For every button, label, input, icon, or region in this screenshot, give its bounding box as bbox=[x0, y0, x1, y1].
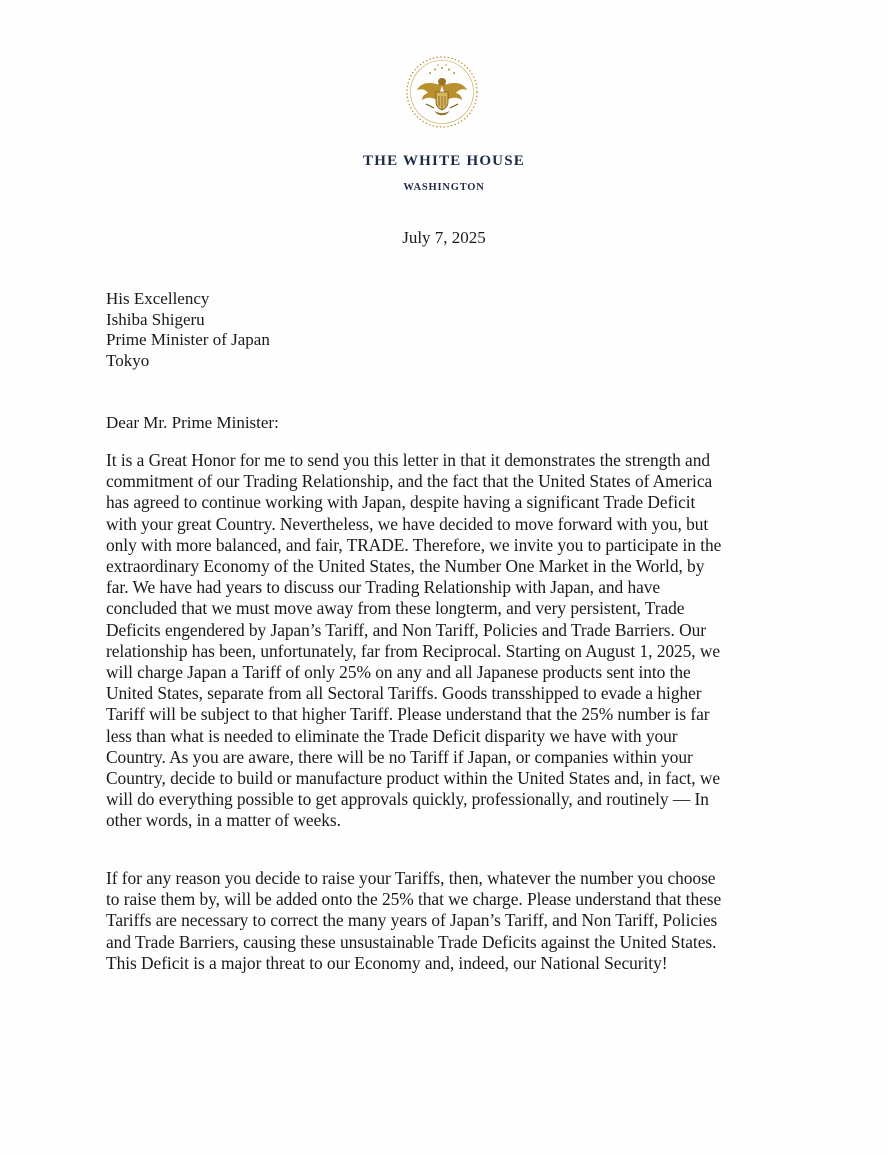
body-paragraph-2 bbox=[106, 868, 721, 974]
paragraph-line: It is a Great Honor for me to send you this letter in that it demonstrates the strength and bbox=[106, 450, 710, 470]
paragraph-line: This Deficit is a major threat to our Economy and, indeed, our National Security! bbox=[106, 952, 668, 973]
paragraph-line: Tariffs are necessary to correct the many years of Japan’s Tariff, and Non Tariff, Policies bbox=[106, 910, 718, 931]
paragraph-line: will charge Japan a Tariff of only 25% on any and all Japanese products sent into the bbox=[106, 662, 691, 683]
paragraph-line: other words, in a matter of weeks. bbox=[106, 810, 341, 831]
paragraph-line: has agreed to continue working with Japan, despite having a significant Trade Deficit bbox=[106, 492, 696, 513]
paragraph-line: Country. As you are aware, there will be no Tariff if Japan, or companies within your bbox=[106, 746, 693, 767]
paragraph-line: with your great Country. Nevertheless, we have decided to move forward with you, but bbox=[106, 513, 709, 534]
paragraph-line: relationship has been, unfortunately, far from Reciprocal. Starting on August 1, 2025, we bbox=[106, 640, 721, 661]
presidential-seal-icon bbox=[404, 54, 480, 130]
letterhead-subtitle: WASHINGTON bbox=[403, 182, 485, 193]
paragraph-line: extraordinary Economy of the United States, the Number One Market in the World, by bbox=[106, 556, 705, 577]
recipient-line: Tokyo bbox=[106, 350, 150, 370]
paragraph-line: concluded that we must move away from these longterm, and very persistent, Trade bbox=[106, 598, 685, 619]
paragraph-line: If for any reason you decide to raise your Tariffs, then, whatever the number you choose bbox=[106, 868, 716, 888]
paragraph-line: to raise them by, will be added onto the 25% that we charge. Please understand that these bbox=[106, 889, 722, 910]
paragraph-line: Deficits engendered by Japan’s Tariff, and Non Tariff, Policies and Trade Barriers. Our bbox=[106, 619, 706, 640]
paragraph-line: only with more balanced, and fair, TRADE. Therefore, we invite you to participate in the bbox=[106, 534, 722, 555]
paragraph-line: far. We have had years to discuss our Trading Relationship with Japan, and have bbox=[106, 577, 661, 598]
paragraph-line: United States, separate from all Sectoral Tariffs. Goods transshipped to evade a higher bbox=[106, 683, 702, 704]
letterhead-title: THE WHITE HOUSE bbox=[363, 153, 525, 169]
recipient-address bbox=[106, 289, 270, 371]
body-paragraph-1 bbox=[106, 450, 721, 832]
letter-date: July 7, 2025 bbox=[402, 228, 486, 247]
recipient-line: Ishiba Shigeru bbox=[106, 309, 205, 329]
paragraph-line: Tariff will be subject to that higher Tariff. Please understand that the 25% number is far bbox=[106, 704, 710, 725]
paragraph-line: will do everything possible to get approvals quickly, professionally, and routinely — In bbox=[106, 789, 709, 810]
recipient-line: Prime Minister of Japan bbox=[106, 330, 270, 349]
paragraph-line: Country, decide to build or manufacture product within the United States and, in fact, we bbox=[106, 768, 721, 789]
salutation: Dear Mr. Prime Minister: bbox=[106, 413, 279, 432]
paragraph-line: less than what is needed to eliminate the Trade Deficit disparity we have with your bbox=[106, 725, 678, 746]
paragraph-line: commitment of our Trading Relationship, and the fact that the United States of America bbox=[106, 471, 713, 492]
paragraph-line: and Trade Barriers, causing these unsustainable Trade Deficits against the United States. bbox=[106, 931, 717, 952]
recipient-line: His Excellency bbox=[106, 289, 210, 308]
